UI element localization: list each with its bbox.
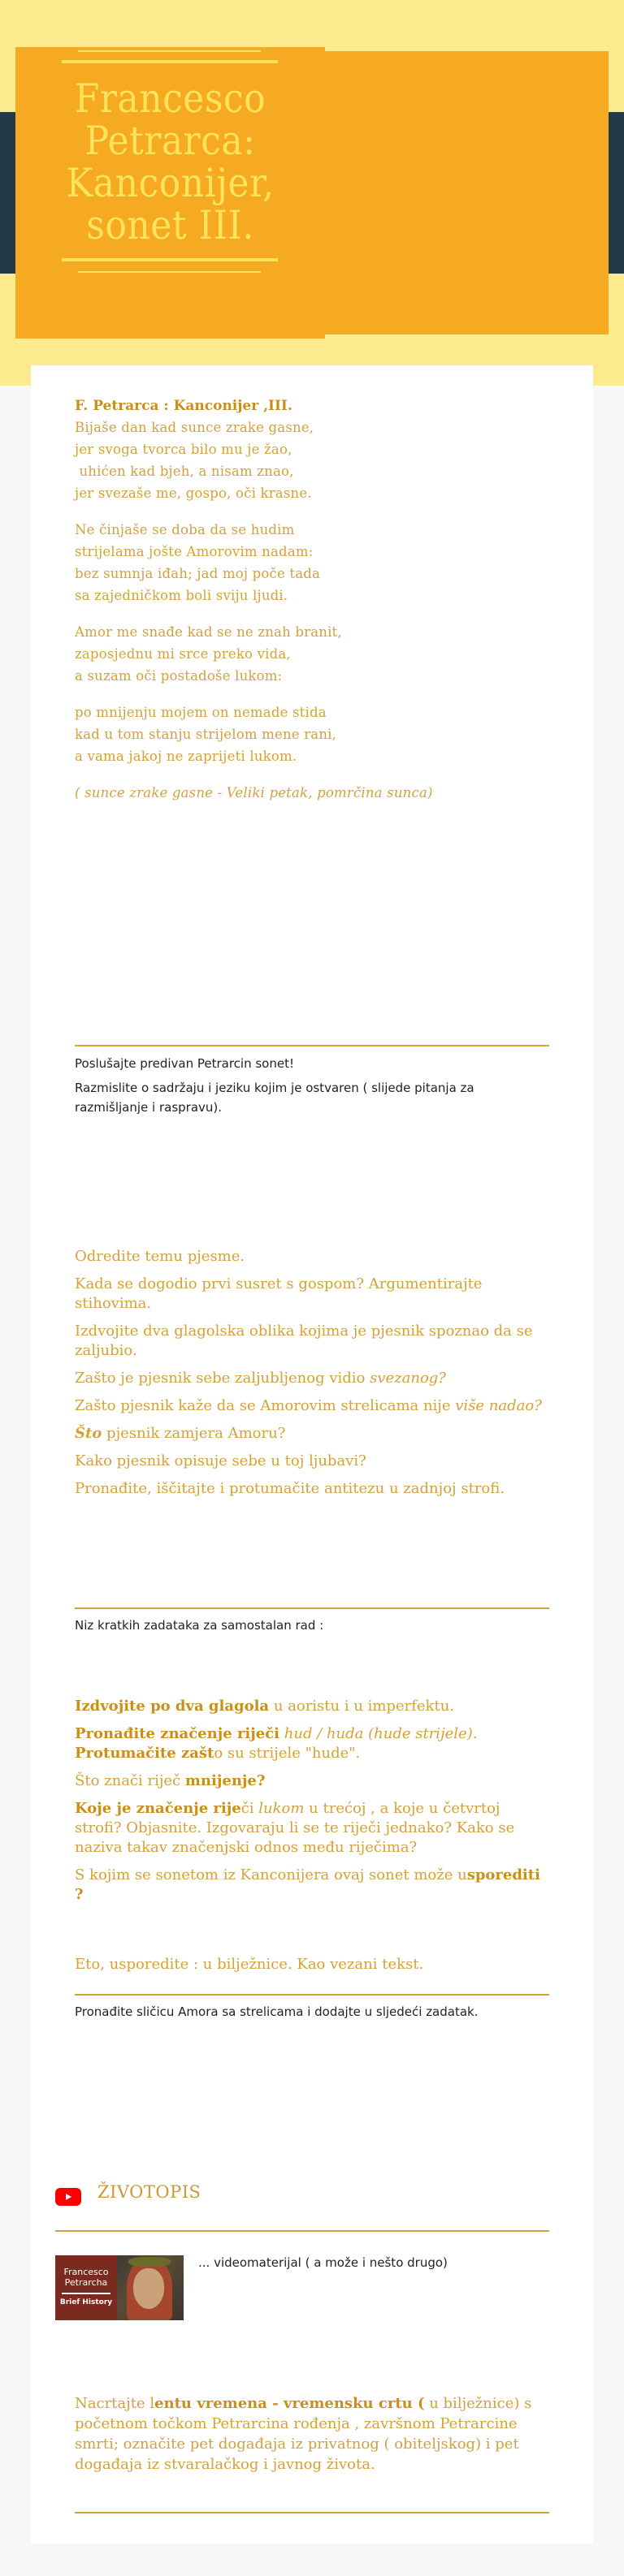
task-list <box>75 1697 549 1913</box>
question: Kada se dogodio prvi susret s gospom? Argumentirajte stihovima. <box>75 1275 483 1312</box>
timeline-text: Nacrtajte l <box>75 2395 155 2412</box>
section-divider <box>75 1994 549 1996</box>
poem-line: a suzam oči postadoše lukom: <box>75 668 283 684</box>
title-line: Petrarca: <box>84 118 256 164</box>
task-text: o su strijele "hude". <box>214 1745 361 1762</box>
question-emphasis: Što <box>75 1425 102 1442</box>
portrait-image <box>117 2255 184 2320</box>
timeline-task <box>75 2393 554 2475</box>
stanza-gap <box>75 606 549 621</box>
hero-decor-line <box>78 271 261 273</box>
question-text: pjesnik zamjera Amoru? <box>102 1425 286 1442</box>
question-text: Zašto pjesnik kaže da se Amorovim strelicama nije <box>75 1397 456 1414</box>
thumbnail-text-panel <box>55 2255 117 2320</box>
timeline-text: u bilježnice) s početnom točkom Petrarcina rođenja , završnom Petrarcine smrti; označite pet događaja iz privatnog ( obiteljskog) i pet događaja iz stvaralačkog i javnog života. <box>75 2395 532 2473</box>
section-divider <box>75 1045 549 1046</box>
biography-title[interactable]: ŽIVOTOPIS <box>98 2182 202 2202</box>
thumbnail-title: Francesco <box>63 2267 109 2277</box>
listen-instructions <box>75 1054 549 1122</box>
task-emphasis: Koje je značenje rije <box>75 1800 241 1817</box>
question: Odredite temu pjesme. <box>75 1248 245 1265</box>
youtube-icon[interactable] <box>55 2188 81 2206</box>
discussion-questions <box>75 1247 549 1507</box>
page-title <box>15 78 325 247</box>
poem-line: Bijaše dan kad sunce zrake gasne, <box>75 420 314 435</box>
stanza <box>75 621 549 687</box>
question-emphasis: svezanog? <box>370 1370 446 1387</box>
section-divider <box>75 1607 549 1609</box>
task <box>75 1771 549 1791</box>
timeline-emphasis: entu vremena - vremensku crtu ( <box>154 2395 425 2412</box>
poem-line: jer svezaše me, gospo, oči krasne. <box>75 485 312 501</box>
title-line: sonet III. <box>86 202 254 248</box>
question <box>75 1396 549 1416</box>
task-text: u trećoj , a koje u četvrtoj strofi? Objasnite. Izgovaraju li se te riječi jednako? Kako se naziva takav značenjski odnos među riječima? <box>75 1800 515 1856</box>
task <box>75 1866 549 1905</box>
question <box>75 1424 549 1443</box>
task-emphasis: Izdvojite po dva glagola <box>75 1698 270 1715</box>
discussion-line: Razmislite o sadržaju i jeziku kojim je ostvaren ( slijede pitanja za razmišljanje i raspravu). <box>75 1081 474 1115</box>
question: Kako pjesnik opisuje sebe u toj ljubavi? <box>75 1452 366 1469</box>
thumbnail-subtitle: Brief History <box>59 2298 113 2306</box>
hero-header <box>0 0 624 386</box>
task-italic: lukom <box>258 1800 305 1817</box>
poem-line: sa zajedničkom boli sviju ljudi. <box>75 588 288 603</box>
portrait-face <box>133 2268 164 2309</box>
poem-note: ( sunce zrake gasne - Veliki petak, pomrčina sunca) <box>75 785 433 800</box>
task-text: . <box>472 1725 478 1742</box>
poem-line: po mnijenju mojem on nemade stida <box>75 705 327 720</box>
tasks-intro: Niz kratkih zadataka za samostalan rad : <box>75 1618 324 1633</box>
video-caption: ... videomaterijal ( a može i nešto drugo) <box>198 2255 448 2270</box>
poem-line: a vama jakoj ne zaprijeti lukom. <box>75 749 297 764</box>
title-line: Francesco <box>74 76 266 122</box>
portrait-laurel <box>128 2257 171 2267</box>
poem-title: F. Petrarca : Kanconijer ,III. <box>75 398 292 414</box>
question-text: Zašto je pjesnik sebe zaljubljenog vidio <box>75 1370 370 1387</box>
hero-decor-line <box>62 258 278 261</box>
title-line: Kanconijer, <box>66 160 275 206</box>
task-text: či <box>240 1800 259 1817</box>
thumbnail-rule <box>62 2293 110 2294</box>
task <box>75 1724 549 1763</box>
task-emphasis: sporediti ? <box>75 1866 540 1903</box>
poem-line: uhićen kad bjeh, a nisam znao, <box>75 464 294 479</box>
poem-line: zaposjednu mi srce preko vida, <box>75 646 291 662</box>
task-text: Što znači riječ <box>75 1772 185 1789</box>
listen-line: Poslušajte predivan Petrarcin sonet! <box>75 1056 294 1071</box>
task <box>75 1697 549 1716</box>
amor-task: Pronađite sličicu Amora sa strelicama i dodajte u sljedeći zadatak. <box>75 2004 479 2019</box>
task-compare-note: Eto, usporedite : u bilježnice. Kao vezani tekst. <box>75 1956 424 1973</box>
stanza <box>75 701 549 767</box>
stanza-gap <box>75 504 549 519</box>
poem-line: strijelama jošte Amorovim nadam: <box>75 544 314 559</box>
poem-line: bez sumnja iđah; jad moj poče tada <box>75 566 321 581</box>
poem-block <box>75 395 549 805</box>
poem-line: Ne činjaše se doba da se hudim <box>75 522 295 537</box>
task-emphasis: Protumačite zašt <box>75 1745 214 1762</box>
poem-line: Amor me snađe kad se ne znah branit, <box>75 624 342 640</box>
hero-decor-line <box>62 60 278 63</box>
section-divider <box>75 2512 549 2513</box>
question <box>75 1369 549 1388</box>
section-divider <box>55 2230 549 2232</box>
stanza-gap <box>75 767 549 782</box>
task-text: u aoristu i u imperfektu. <box>269 1698 455 1715</box>
question-emphasis: više nadao? <box>455 1397 542 1414</box>
stanza <box>75 519 549 606</box>
poem-line: kad u tom stanju strijelom mene rani, <box>75 727 337 742</box>
poem-line: jer svoga tvorca bilo mu je žao, <box>75 442 292 457</box>
question: Pronađite, iščitajte i protumačite antitezu u zadnjoj strofi. <box>75 1480 505 1497</box>
task-emphasis: mnijenje? <box>184 1772 266 1789</box>
task <box>75 1799 549 1858</box>
video-thumbnail[interactable] <box>55 2255 184 2320</box>
stanza-gap <box>75 687 549 701</box>
question: Izdvojite dva glagolska oblika kojima je pjesnik spoznao da se zaljubio. <box>75 1323 533 1359</box>
hero-decor-line <box>78 50 261 52</box>
task-text: S kojim se sonetom iz Kanconijera ovaj sonet može u <box>75 1866 467 1883</box>
task-italic: hud / huda (hude strijele) <box>280 1725 473 1742</box>
thumbnail-title: Petrarcha <box>64 2277 108 2288</box>
stanza <box>75 416 549 504</box>
task-emphasis: Pronađite značenje riječi <box>75 1725 280 1742</box>
